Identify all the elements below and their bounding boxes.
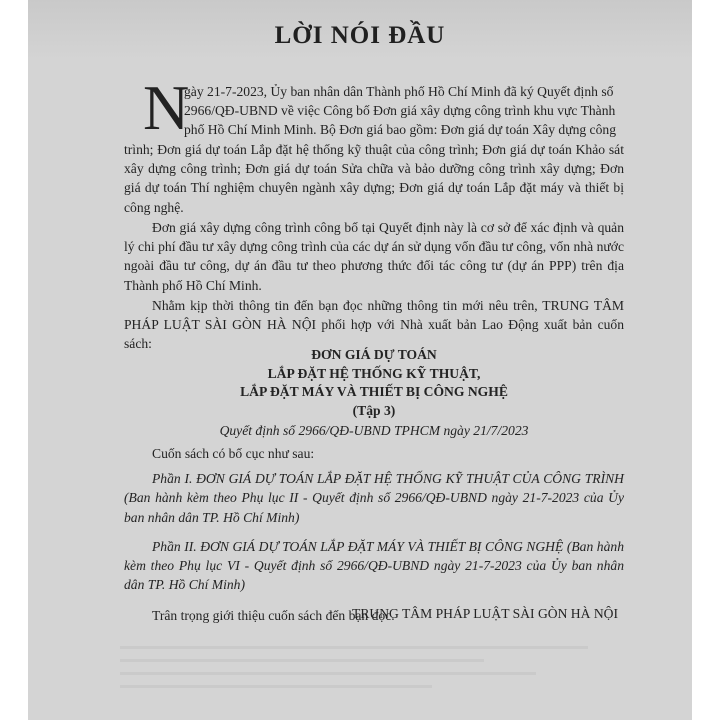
book-title-block (124, 346, 624, 441)
page-title: LỜI NÓI ĐẦU (274, 22, 446, 49)
intro-line-3: phố Hồ Chí Minh Minh. Bộ Đơn giá bao gồm: Đơn giá dự toán Xây dựng công (184, 122, 616, 138)
intro-line-1: gày 21-7-2023, Ủy ban nhân dân Thành phố Hồ Chí Minh đã ký Quyết định số (184, 84, 614, 99)
intro-rest (124, 140, 624, 217)
structure-block (124, 444, 624, 626)
signature-block (124, 604, 618, 623)
book-title-line-3: LẮP ĐẶT MÁY VÀ THIẾT BỊ CÔNG NGHỆ (240, 384, 508, 399)
book-volume: (Tập 3) (352, 402, 396, 418)
part-1: Phần I. ĐƠN GIÁ DỰ TOÁN LẮP ĐẶT HỆ THỐNG KỸ THUẬT CỦA CÔNG TRÌNH (Ban hành kèm theo Phụ lục II - Quyết định số 2966/QĐ-UBND ngày 21-7-2023 của Ủy ban nhân dân TP. Hồ Chí Minh) (124, 471, 624, 525)
bleed-through-text (120, 640, 640, 710)
signature: TRUNG TÂM PHÁP LUẬT SÀI GÒN HÀ NỘI (352, 606, 618, 621)
book-title-line-2: LẮP ĐẶT HỆ THỐNG KỸ THUẬT, (267, 365, 481, 381)
drop-cap: N (143, 72, 190, 143)
paragraph-3: Nhằm kịp thời thông tin đến bạn đọc những thông tin mới nêu trên, TRUNG TÂM PHÁP LUẬT SÀI GÒN HÀ NỘI phối hợp với Nhà xuất bản Lao Động xuất bản cuốn sách: (124, 298, 624, 352)
book-title-line-1: ĐƠN GIÁ DỰ TOÁN (311, 347, 437, 362)
intro-lines (184, 82, 624, 140)
paragraph-3-block (124, 296, 624, 354)
intro-paragraph-rest: trình; Đơn giá dự toán Lắp đặt hệ thống kỹ thuật của công trình; Đơn giá dự toán Khảo sát xây dựng công trình; Đơn giá dự toán Sửa chữa và bảo dưỡng công trình xây dựng; Đơn giá dự toán Thí nghiệm chuyên ngành xây dựng; Đơn giá dự toán Lắp đặt máy và thiết bị công nghệ. (124, 142, 624, 215)
structure-intro: Cuốn sách có bố cục như sau: (152, 446, 315, 461)
part-2: Phần II. ĐƠN GIÁ DỰ TOÁN LẮP ĐẶT MÁY VÀ THIẾT BỊ CÔNG NGHỆ (Ban hành kèm theo Phụ lục VI - Quyết định số 2966/QĐ-UBND ngày 21-7-2023 của Ủy ban nhân dân TP. Hồ Chí Minh) (124, 538, 624, 593)
book-decision: Quyết định số 2966/QĐ-UBND TPHCM ngày 21/7/2023 (219, 423, 529, 438)
paragraph-2: Đơn giá xây dựng công trình công bố tại Quyết định này là cơ sở để xác định và quản lý chi phí đầu tư xây dựng công trình của các dự án sử dụng vốn đầu tư công, vốn nhà nước ngoài đầu tư công, dự án đầu tư theo phương thức đối tác công tư (dự án PPP) trên địa Thành phố Hồ Chí Minh. (124, 220, 624, 293)
intro-line-2: 2966/QĐ-UBND về việc Công bố Đơn giá xây dựng công trình khu vực Thành (184, 103, 616, 119)
closing-line: Trân trọng giới thiệu cuốn sách đến bạn đọc. (152, 608, 395, 624)
book-page (28, 0, 692, 720)
paragraph-2-block (124, 218, 624, 295)
